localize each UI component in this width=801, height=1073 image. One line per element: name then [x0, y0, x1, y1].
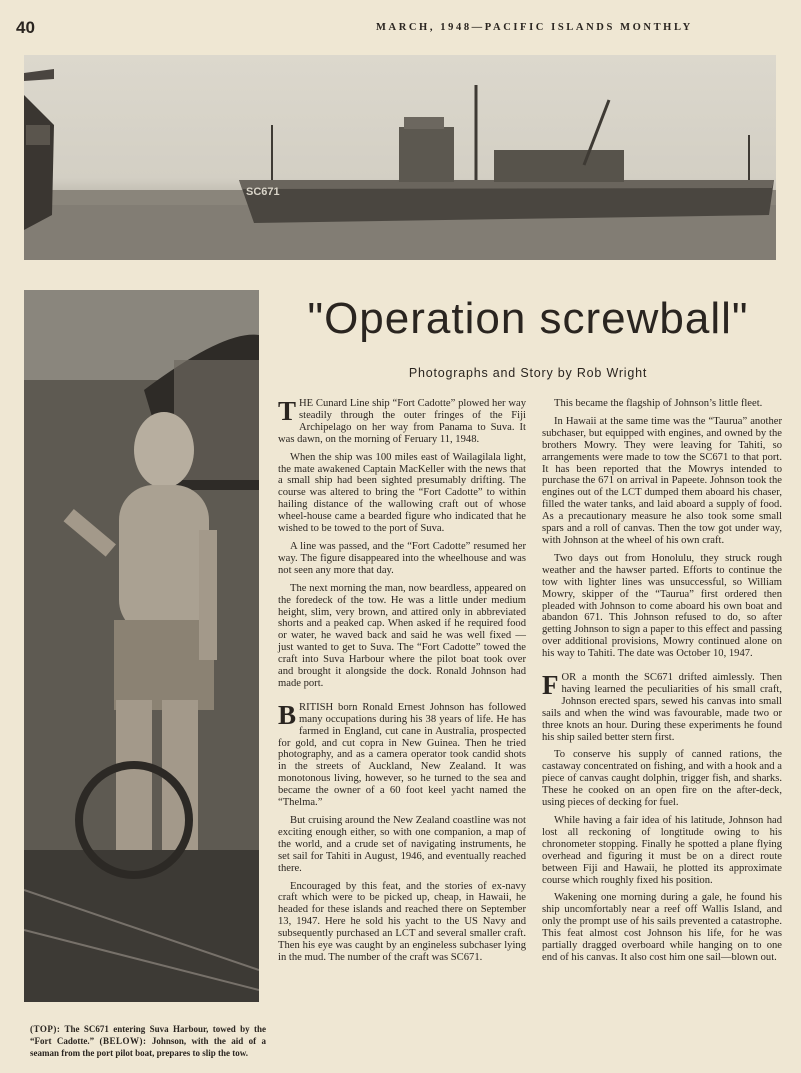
paragraph: Wakening one morning during a gale, he found his ship uncomfortably near a reef off Wallis Island, and only the prompt use of his sails prevented a catastrophe. This feat almost cost Johnson his life, for he was partially dragged overboard while hanging on to one end of his canvas. It also cost him one sail—blown out. [542, 892, 782, 963]
photo-top-image [24, 55, 776, 260]
running-head: MARCH, 1948—PACIFIC ISLANDS MONTHLY [376, 22, 693, 33]
drop-cap: F [542, 670, 559, 701]
paragraph: A line was passed, and the “Fort Cadotte” resumed her way. The figure disappeared into the wheelhouse and was not seen any more that day. [278, 540, 526, 576]
paragraph: But cruising around the New Zealand coastline was not exciting enough either, so with one companion, a map of the world, and a crude set of navigating instruments, he set sail for Tahiti in August, 1946, and eventually reached there. [278, 815, 526, 874]
paragraph: This became the flagship of Johnson’s little fleet. [554, 398, 763, 409]
paragraph: The next morning the man, now beardless, appeared on the foredeck of the tow. He was a little under medium height, slim, very brown, and attired only in abbreviated shorts and a peaked cap. When asked if he required food or water, he waved back and said he was well fixed — just wanted to get to Suva. The “Fort Cadotte” towed the craft into Suva Harbour where the pilot boat took over and brought it alongside the dock. Ronald Johnson had made port. [278, 582, 526, 689]
photo-top [24, 55, 776, 260]
article-title: "Operation screwball" [307, 294, 749, 343]
photo-side-image [24, 290, 259, 1002]
paragraph-text: OR a month the SC671 drifted aimlessly. Then having learned the peculiarities of his small craft, Johnson erected spars, sewed his canvas into small sails and when the wind was favourable, made two or three knots an hour. During these experiments he found his ship sailed better stern first. [542, 672, 782, 743]
paragraph-text: RITISH born Ronald Ernest Johnson has followed many occupations during his 38 years of life. He has farmed in England, cut cane in Australia, prospected for gold, and cut copra in New Guinea. Then he tried photography, and as a camera operator took candid shots in the streets of Auckland, New Zealand. It was monotonous living, however, so he turned to the sea and became the owner of a 60 foot keel yacht named the “Thelma.” [278, 701, 526, 809]
caption-below-text: Johnson, with the aid of a seaman from the port pilot boat, prepares to slip the tow. [30, 1036, 267, 1058]
caption-top-text: The SC671 entering Suva Harbour, towed by the “Fort Cadotte.” [30, 1024, 266, 1046]
paragraph [278, 699, 526, 809]
caption-top-label: (TOP): [30, 1024, 61, 1034]
paragraph: Encouraged by this feat, and the stories of ex-navy craft which were to be picked up, cheap, in Hawaii, he headed for these islands and reached there on September 13, 1947. Here he sold his yacht to the US Navy and subsequently purchased an LCT and several smaller craft. Then his eye was caught by an engineless subchaser lying in the mud. The number of the craft was SC671. [278, 880, 526, 963]
paragraph: When the ship was 100 miles east of Wailagilala light, the mate awakened Captain MacKeller with the news that a small ship had been sighted presumably drifting. The course was altered to bring the “Fort Cadotte” to within hailing distance of the wallowing craft out of whose wheel-house came a bearded figure who indicated that he wished to be towed to the port of Suva. [278, 451, 526, 535]
article-column-1 [278, 398, 526, 970]
drop-cap: T [278, 396, 297, 426]
photo-top-hull-marking: SC671 [246, 186, 280, 198]
article-byline: Photographs and Story by Rob Wright [408, 366, 648, 380]
paragraph: To conserve his supply of canned rations, the castaway concentrated on fishing, and with a hook and a piece of canvas caught dolphin, trigger fish, and sharks. These he cooked on an open fire on the after-deck, using pieces of decking for fuel. [542, 749, 782, 809]
photo-side [24, 290, 259, 1002]
paragraph: While having a fair idea of his latitude, Johnson had lost all reckoning of longtitude owing to his chronometer stopping. Finally he spotted a plane flying overhead and figuring it must be on a direct route between Fiji and Hawaii, he plotted its approximate course which roughly fixed his position. [542, 815, 782, 886]
article-column-2 [542, 398, 782, 970]
paragraph: In Hawaii at the same time was the “Taurua” another subchaser, but equipped with engines, and owned by the brothers Mowry. They were leaving for Tahiti, so arrangements were made to tow the SC671 to that port. It has been reported that the Mowrys intended to purchase the 671 on arrival in Papeete. Johnson took the engines out of the LCT dumped them aboard his chaser, filled the water tanks, and laid aboard a supply of food. As a precautionary measure he also took some small spars and a roll of canvas. Then the tow got under way, with Johnson at the wheel of his own craft. [542, 415, 782, 546]
page-number: 40 [16, 18, 35, 37]
paragraph [278, 398, 526, 446]
paragraph [542, 672, 782, 743]
photo-caption [30, 1023, 266, 1059]
paragraph-text: HE Cunard Line ship “Fort Cadotte” plowed her way steadily through the outer fringes of the Fiji Archipelago on her way from Panama to Suva. It was dawn, on the morning of Feruary 11, 1948. [278, 398, 526, 445]
paragraph: Two days out from Honolulu, they struck rough weather and the hawser parted. Efforts to continue the tow with lighter lines was unsuccessful, so William Mowry, skipper of the “Taurua” first ordered then pleaded with Johnson to come aboard his own boat and abandon 671. This Johnson refused to do, so after getting Johnson to sign a paper to this effect and passing over additional provisions, Mowry continued alone on his way to Tahiti. The date was October 10, 1947. [542, 552, 782, 660]
caption-below-label: (BELOW): [99, 1036, 147, 1046]
drop-cap: B [278, 699, 297, 730]
